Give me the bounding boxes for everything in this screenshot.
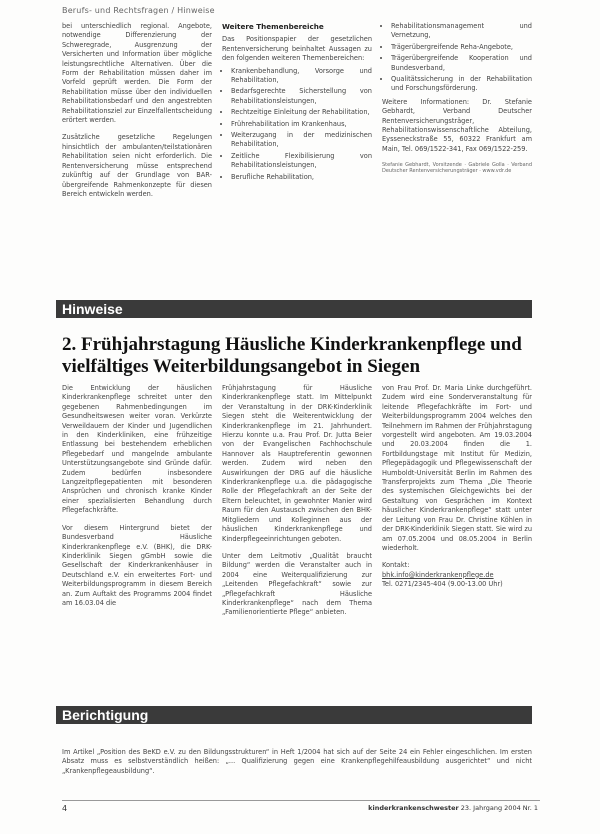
list-item: • Weiterzugang in der medizinischen Rehabilitation, [231, 131, 372, 150]
paragraph: Frühjahrstagung für Häusliche Kinderkrankenpflege statt. Im Mittelpunkt der Veranstaltung in der DRK-Kinderklinik Siegen steht die Weiterentwicklung der Kinderkrankenpflege im 21. Jahrhundert. Hierzu konnte u.a. Frau Prof. Dr. Jutta Beier von der Evangelischen Fachhochschule Hannover als Hauptreferentin gewonnen werden. Zudem wird neben den Auswirkungen der DRG auf die häusliche Kinderkrankenpflege u.a. die pädagogische Rolle der Pflegefachkraft an der Seite der Eltern beleuchtet, in gewohnter Manier wird Raum für den Austausch zwischen den BHK-Mitgliedern und Kolleginnen aus der häuslichen Kinderkrankenpflege und Kinderpflegeeinrichtungen geboten. [222, 384, 372, 543]
article-column-3 [382, 384, 532, 598]
page-number: 4 [62, 804, 68, 813]
contact-email-link[interactable]: bhk.info@kinderkrankenpflege.de [382, 570, 494, 579]
magazine-title: kinderkrankenschwester [368, 804, 459, 812]
running-head: Berufs- und Rechtsfragen / Hinweise [62, 6, 215, 15]
paragraph: Vor diesem Hintergrund bietet der Bundesverband Häusliche Kinderkrankenpflege e.V. (BHK), die DRK-Kinderklinik Siegen gGmbH sowie die Gesellschaft der Kinderkrankenhäuser in Deutschland e.V. ein erweitertes Fort- und Weiterbildungsprogramm in diesem Bereich an. Zum Auftakt des Programms 2004 findet am 16.03.04 die [62, 523, 212, 607]
top-column-1 [62, 22, 212, 207]
article-column-2 [222, 384, 372, 626]
top-column-3 [382, 22, 532, 175]
magazine-footer [368, 804, 538, 812]
list-item: • Qualitätssicherung in der Rehabilitation und Forschungsförderung. [391, 75, 532, 94]
paragraph: Die Entwicklung der häuslichen Kinderkrankenpflege schreitet unter den gegebenen Rahmenbedingungen im Gesundheitswesen weiter voran. Verkürzte Verweildauern der Kinder und Jugendlichen in den Kinderkliniken, eine frühzeitige Entlassung bei bestehendem erheblichen Pflegebedarf und mangelnde ambulante Unterstützungsangebote sind Gründe dafür. Zudem bedürfen insbesondere Langzeitpflegepatienten mit besonderen Ansprüchen und chronisch kranke Kinder einer spezialisierten Behandlung durch Pflegefachkräfte. [62, 384, 212, 515]
paragraph: Unter dem Leitmotiv „Qualität braucht Bildung“ werden die Veranstalter auch in 2004 eine Weiterqualifizierung zur „Leitenden Pflegefachkraft“ sowie zur „Pflegefachkraft Häusliche Kinderkrankenpflege“ nach dem Thema „Familienorientierte Pflege“ anbieten. [222, 551, 372, 617]
topic-list [382, 22, 532, 94]
paragraph: von Frau Prof. Dr. Maria Linke durchgeführt. Zudem wird eine Sonderveranstaltung für leitende Pflegefachkräfte im Fort- und Weiterbildungsprogramm 2004 welches den Teilnehmern im Rahmen der Frühjahrstagung vorgestellt wird angeboten. Am 19.03.2004 und 20.03.2004 finden die 1. Fortbildungstage mit Institut für Medizin, Pflegepädagogik und Pflegewissenschaft der Humboldt-Universität Berlin im Rahmen des Transferprojekts zum Thema „Die Theorie des systemischen Gleichgewichts bei der Gestaltung von Gesprächen im Kontext häuslicher Kinderkrankenpflege“ statt unter der Leitung von Frau Dr. Christine Köhlen in der DRK-Kinderklinik Siegen statt. Sie wird zu am 07.05.2004 und 08.05.2004 in Berlin wiederholt. [382, 384, 532, 552]
contact-label: Kontakt: [382, 561, 410, 570]
paragraph: Zusätzliche gesetzliche Regelungen hinsichtlich der ambulanten/teilstationären Rehabilitation seien nicht erforderlich. Die Rentenversicherung müsse entsprechend zukünftig auf der Grundlage von BAR-übergreifende Rahmenkonzepte für diesen Bereich entwickeln werden. [62, 133, 212, 198]
list-item: • Rechtzeitige Einleitung der Rehabilitation, [231, 108, 372, 117]
list-item: • Zeitliche Flexibilisierung von Rehabilitationsleistungen, [231, 152, 372, 171]
paragraph: Das Positionspapier der gesetzlichen Rentenversicherung beinhaltet Aussagen zu den folgenden weiteren Themenbereichen: [222, 35, 372, 63]
article-column-1 [62, 384, 212, 616]
list-item: • Rehabilitationsmanagement und Vernetzung, [391, 22, 532, 41]
list-item: • Krankenbehandlung, Vorsorge und Rehabilitation, [231, 67, 372, 86]
list-item: • Bedarfsgerechte Sicherstellung von Rehabilitationsleistungen, [231, 87, 372, 106]
magazine-issue: 23. Jahrgang 2004 Nr. 1 [458, 804, 538, 812]
paragraph: bei unterschiedlich regional. Angebote, notwendige Differenzierung der Schweregrade, Ausgrenzung der Versicherten und Information über mögliche leistungsrechtliche Alternativen. Über die Form der Rehabilitation müssen daher im Vorfeld geprüft werden. Die Form der Rehabilitation müsse über den individuellen Rehabilitationsbedarf und den angestrebten Rehabilitationsziel zur Einzelfallentscheidung erörtert werden. [62, 22, 212, 125]
contact-phone: Tel. 0271/2345-404 (9.00-13.00 Uhr) [382, 580, 503, 589]
article-headline: 2. Frühjahrstagung Häusliche Kinderkrankenpflege und vielfältiges Weiterbildungsangebot in Siegen [62, 334, 522, 377]
section-bar-hinweise: Hinweise [56, 300, 532, 318]
contact-paragraph: Weitere Informationen: Dr. Stefanie Gebhardt, Verband Deutscher Rentenversicherungsträger, Rehabilitationswissenschaftliche Abteilung, Eysseneckstraße 55, 60322 Frankfurt am Main, Tel. 069/1522-341, Fax 069/1522-259. [382, 97, 532, 153]
list-item: • Trägerübergreifende Reha-Angebote, [391, 43, 532, 52]
list-item: • Trägerübergreifende Kooperation und Bundesverband, [391, 54, 532, 73]
list-item: • Frührehabilitation im Krankenhaus, [231, 120, 372, 129]
list-item: • Berufliche Rehabilitation, [231, 173, 372, 182]
footer-rule [62, 800, 540, 801]
top-column-2 [222, 22, 372, 184]
section-heading: Weitere Themenbereiche [222, 22, 324, 31]
correction-text: Im Artikel „Position des BeKD e.V. zu den Bildungsstrukturen“ in Heft 1/2004 hat sich auf der Seite 24 ein Fehler eingeschlichen. Im ersten Absatz muss es selbstverständlich heißen: „... Qualifizierung gegen eine Krankenpflegehilfeausbildung ausgerichtet“ und nicht „Krankenpflegeausbildung“. [62, 748, 532, 775]
topic-list [222, 67, 372, 182]
section-bar-berichtigung: Berichtigung [56, 706, 532, 724]
small-print: Stefanie Gebhardt, Vorsitzende · Gabriele Golla · Verband Deutscher Rentenversicherungsträger · www.vdr.de [382, 162, 532, 175]
